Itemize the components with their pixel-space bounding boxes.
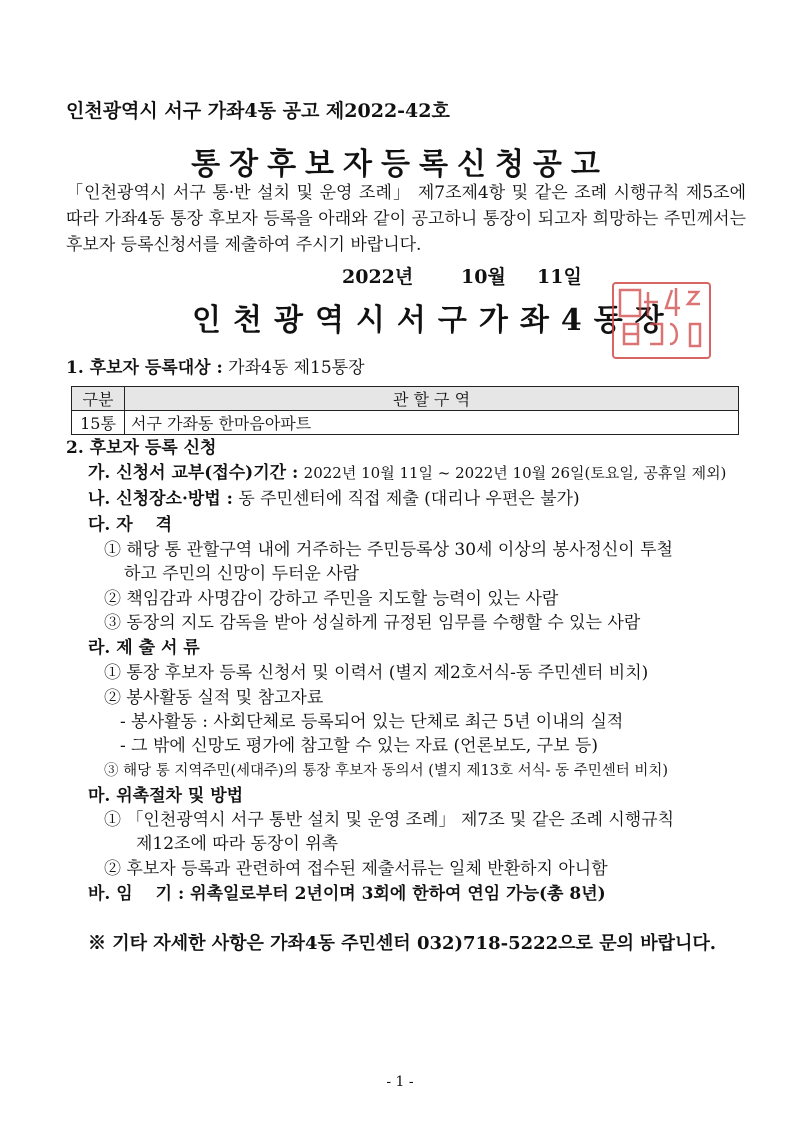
appointment-item-1: ① 「인천광역시 서구 통반 설치 및 운영 조례」 제7조 및 같은 조례 시행규칙: [104, 810, 675, 830]
table-header-area: 관 할 구 역: [125, 387, 739, 411]
table-row: [72, 411, 739, 435]
appointment-item-1-cont: 제12조에 따라 동장이 위촉: [136, 834, 339, 854]
date-month: 10월: [461, 266, 506, 288]
qualification-item-1-cont: 하고 주민의 신망이 두터운 사람: [124, 564, 360, 584]
qualification-heading: 다. 자 격: [88, 515, 173, 535]
period-label: 가. 신청서 교부(접수)기간 :: [88, 463, 299, 483]
documents-subitem-1: - 봉사활동 : 사회단체로 등록되어 있는 단체로 최근 5년 이내의 실적: [120, 712, 624, 732]
documents-item-1: ① 통장 후보자 등록 신청서 및 이력서 (별지 제2호서식-동 주민센터 비치): [104, 663, 649, 683]
issuer-name: 인천광역시서구가좌4동장: [192, 303, 676, 338]
document-title: 통장후보자등록신청공고: [191, 147, 609, 182]
documents-heading: 라. 제 출 서 류: [88, 638, 200, 658]
official-seal-icon: [612, 282, 711, 359]
qualification-item-1: ① 해당 통 관할구역 내에 거주하는 주민등록상 30세 이상의 봉사정신이 투철: [104, 540, 673, 560]
place-label: 나. 신청장소·방법 :: [88, 489, 233, 509]
section1-line: [66, 357, 365, 379]
intro-paragraph: 「인천광역시 서구 통·반 설치 및 운영 조례」 제7조제4항 및 같은 조례 시행규칙 제5조에 따라 가좌4동 통장 후보자 등록을 아래와 같이 공고하니 통장이 되고자 희망하는 주민께서는 후보자 등록신청서를 제출하여 주시기 바랍니다.: [66, 183, 746, 255]
date-year: 2022년: [342, 266, 414, 288]
term-label: 바. 임 기 :: [88, 884, 185, 904]
date-day: 11일: [537, 266, 582, 288]
page-number: - 1 -: [386, 1074, 414, 1090]
appointment-item-2: ② 후보자 등록과 관련하여 접수된 제출서류는 일체 반환하지 아니함: [104, 859, 608, 879]
table-cell-tong: 15통: [72, 411, 125, 435]
jurisdiction-table: [71, 386, 739, 435]
contact-note: ※ 기타 자세한 사항은 가좌4동 주민센터 032)718-5222으로 문의 바랍니다.: [88, 933, 717, 954]
table-header-category: 구분: [72, 387, 125, 411]
qualification-item-3: ③ 동장의 지도 감독을 받아 성실하게 규정된 임무를 수행할 수 있는 사람: [104, 613, 641, 633]
place-value: 동 주민센터에 직접 제출 (대리나 우편은 불가): [238, 489, 580, 509]
section2-heading: 2. 후보자 등록 신청: [66, 438, 217, 458]
section1-value: 가좌4동 제15통장: [228, 358, 365, 378]
documents-item-2: ② 봉사활동 실적 및 참고자료: [104, 688, 324, 708]
period-value: 2022년 10월 11일 ~ 2022년 10월 26일(토요일, 공휴일 제외): [303, 464, 727, 482]
notice-number: 인천광역시 서구 가좌4동 공고 제2022-42호: [66, 100, 450, 122]
period-line: [88, 462, 726, 484]
appointment-heading: 마. 위촉절차 및 방법: [88, 786, 244, 806]
table-header-row: [72, 387, 739, 411]
documents-subitem-2: - 그 밖에 신망도 평가에 참고할 수 있는 자료 (언론보도, 구보 등): [120, 736, 598, 756]
place-line: [88, 488, 580, 510]
documents-item-3: ③ 해당 통 지역주민(세대주)의 통장 후보자 동의서 (별지 제13호 서식- 동 주민센터 비치): [104, 763, 669, 779]
term-line: [88, 883, 606, 905]
section1-heading: 1. 후보자 등록대상 :: [66, 358, 223, 378]
qualification-item-2: ② 책임감과 사명감이 강하고 주민을 지도할 능력이 있는 사람: [104, 589, 559, 609]
term-value: 위촉일로부터 2년이며 3회에 한하여 연임 가능(총 8년): [190, 884, 606, 904]
table-cell-area: 서구 가좌동 한마음아파트: [125, 411, 739, 435]
